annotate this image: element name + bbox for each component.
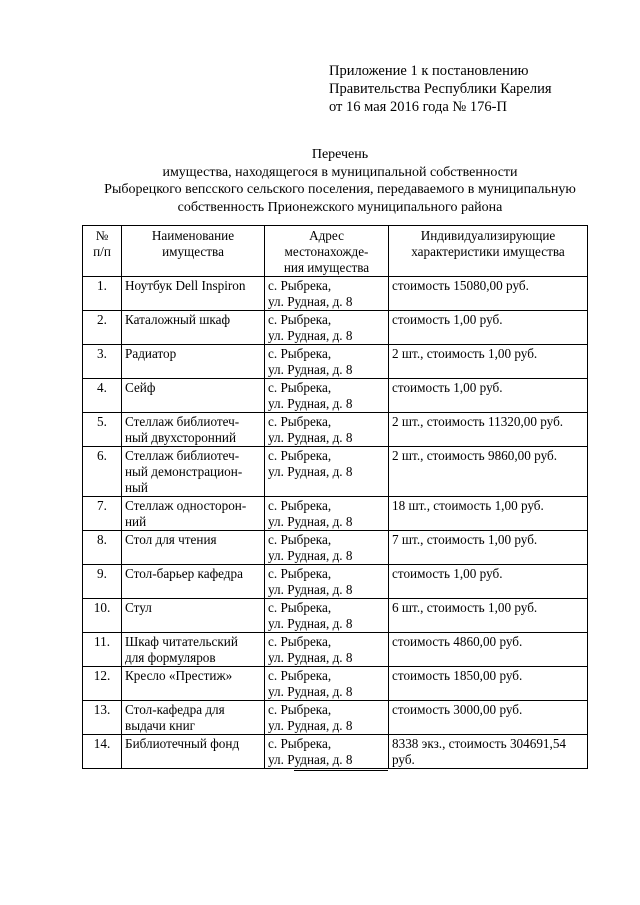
item-address [265, 345, 389, 379]
row-number: 11. [83, 633, 122, 667]
item-name-line: ный [125, 480, 148, 495]
item-name [122, 413, 265, 447]
item-details-line: стоимость 1,00 руб. [392, 566, 503, 581]
item-address-line: ул. Рудная, д. 8 [268, 684, 353, 699]
item-address-line: ул. Рудная, д. 8 [268, 650, 353, 665]
property-table [82, 225, 588, 769]
item-details [389, 701, 588, 735]
item-details-line: руб. [392, 752, 415, 767]
item-name [122, 667, 265, 701]
item-name-line: Стол для чтения [125, 532, 217, 547]
item-address-line: ул. Рудная, д. 8 [268, 514, 353, 529]
item-details [389, 447, 588, 497]
table-row [83, 531, 588, 565]
header-number [83, 226, 122, 277]
item-address-line: ул. Рудная, д. 8 [268, 430, 353, 445]
header-name [122, 226, 265, 277]
item-name-line: Сейф [125, 380, 156, 395]
item-address-line: ул. Рудная, д. 8 [268, 616, 353, 631]
item-address [265, 633, 389, 667]
header-line: п/п [93, 244, 111, 259]
item-address [265, 311, 389, 345]
item-details-line: 7 шт., стоимость 1,00 руб. [392, 532, 538, 547]
item-address [265, 379, 389, 413]
item-name-line: Библиотечный фонд [125, 736, 240, 751]
header-line: Адрес [309, 228, 344, 243]
item-address-line: ул. Рудная, д. 8 [268, 752, 353, 767]
appendix-line: от 16 мая 2016 года № 176-П [329, 99, 507, 115]
item-name [122, 497, 265, 531]
table-row [83, 701, 588, 735]
item-name-line: Стул [125, 600, 152, 615]
item-details-line: стоимость 1850,00 руб. [392, 668, 523, 683]
item-details-line: 18 шт., стоимость 1,00 руб. [392, 498, 544, 513]
item-name [122, 531, 265, 565]
item-details-line: стоимость 3000,00 руб. [392, 702, 523, 717]
table-row [83, 311, 588, 345]
table-row [83, 277, 588, 311]
header-line: местонахожде- [284, 244, 369, 259]
table-row [83, 633, 588, 667]
item-address-line: с. Рыбрека, [268, 498, 332, 513]
item-details-line: 2 шт., стоимость 1,00 руб. [392, 346, 538, 361]
item-address [265, 701, 389, 735]
row-number: 14. [83, 735, 122, 769]
heading-line: Рыборецкого вепсского сельского поселения, передаваемого в муниципальную [104, 182, 576, 197]
row-number: 8. [83, 531, 122, 565]
header-line: № [95, 228, 109, 243]
item-address-line: ул. Рудная, д. 8 [268, 362, 353, 377]
item-details [389, 565, 588, 599]
item-name-line: Ноутбук Dell Inspiron [125, 278, 246, 293]
item-name-line: Кресло «Престиж» [125, 668, 233, 683]
item-address-line: с. Рыбрека, [268, 380, 332, 395]
document-title: Перечень [311, 147, 369, 162]
item-address [265, 667, 389, 701]
item-address-line: ул. Рудная, д. 8 [268, 328, 353, 343]
item-details [389, 667, 588, 701]
table-header-row [83, 226, 588, 277]
table-row [83, 345, 588, 379]
table-row [83, 447, 588, 497]
item-details-line: 2 шт., стоимость 9860,00 руб. [392, 448, 557, 463]
item-address [265, 413, 389, 447]
item-name-line: Стеллаж библиотеч- [125, 414, 240, 429]
item-address [265, 735, 389, 769]
item-address-line: с. Рыбрека, [268, 600, 332, 615]
item-name [122, 379, 265, 413]
item-details [389, 379, 588, 413]
row-number: 6. [83, 447, 122, 497]
appendix-line: Правительства Республики Карелия [329, 81, 552, 97]
item-address-line: с. Рыбрека, [268, 566, 332, 581]
item-details [389, 345, 588, 379]
appendix-note [329, 62, 552, 116]
item-details-line: стоимость 15080,00 руб. [392, 278, 529, 293]
item-details-line: 6 шт., стоимость 1,00 руб. [392, 600, 538, 615]
item-details-line: 2 шт., стоимость 11320,00 руб. [392, 414, 564, 429]
item-name-line: выдачи книг [125, 718, 196, 733]
item-address-line: с. Рыбрека, [268, 736, 332, 751]
table-body [83, 277, 588, 769]
header-address [265, 226, 389, 277]
item-name [122, 277, 265, 311]
table-row [83, 379, 588, 413]
item-name [122, 701, 265, 735]
item-details-line: 8338 экз., стоимость 304691,54 [392, 736, 567, 751]
table-row [83, 413, 588, 447]
header-details [389, 226, 588, 277]
item-address [265, 497, 389, 531]
item-name [122, 311, 265, 345]
header-line: Наименование [151, 228, 235, 243]
item-address [265, 531, 389, 565]
item-details [389, 277, 588, 311]
item-address-line: ул. Рудная, д. 8 [268, 464, 353, 479]
item-name-line: для формуляров [125, 650, 216, 665]
row-number: 9. [83, 565, 122, 599]
heading-line: имущества, находящегося в муниципальной собственности [162, 164, 518, 180]
item-details-line: стоимость 1,00 руб. [392, 312, 503, 327]
item-address-line: с. Рыбрека, [268, 312, 332, 327]
item-address-line: с. Рыбрека, [268, 634, 332, 649]
item-name-line: ний [125, 514, 147, 529]
appendix-line: Приложение 1 к постановлению [329, 63, 529, 79]
item-name [122, 599, 265, 633]
heading-line: собственность Прионежского муниципального района [177, 199, 503, 215]
item-address-line: с. Рыбрека, [268, 668, 332, 683]
item-name-line: Радиатор [125, 346, 177, 361]
item-details [389, 633, 588, 667]
item-name [122, 345, 265, 379]
item-details-line: стоимость 4860,00 руб. [392, 634, 523, 649]
item-details [389, 413, 588, 447]
item-address-line: ул. Рудная, д. 8 [268, 548, 353, 563]
item-address [265, 277, 389, 311]
item-address-line: с. Рыбрека, [268, 448, 332, 463]
item-details-line: стоимость 1,00 руб. [392, 380, 503, 395]
item-name [122, 735, 265, 769]
item-address-line: с. Рыбрека, [268, 414, 332, 429]
header-line: Индивидуализирующие [420, 228, 556, 243]
item-name-line: Стеллаж односторон- [125, 498, 247, 513]
table-row [83, 497, 588, 531]
item-address-line: ул. Рудная, д. 8 [268, 718, 353, 733]
row-number: 2. [83, 311, 122, 345]
table-row [83, 599, 588, 633]
document-heading [70, 146, 610, 216]
row-number: 10. [83, 599, 122, 633]
item-address-line: с. Рыбрека, [268, 702, 332, 717]
item-address-line: с. Рыбрека, [268, 278, 332, 293]
item-address-line: с. Рыбрека, [268, 532, 332, 547]
item-name-line: ный двухсторонний [125, 430, 237, 445]
item-details [389, 311, 588, 345]
footer-rule [294, 770, 388, 771]
item-details [389, 735, 588, 769]
item-name-line: Шкаф читательский [125, 634, 238, 649]
item-details [389, 497, 588, 531]
table-row [83, 667, 588, 701]
item-name [122, 633, 265, 667]
header-line: ния имущества [283, 260, 370, 275]
item-address-line: ул. Рудная, д. 8 [268, 294, 353, 309]
item-address [265, 599, 389, 633]
item-address [265, 565, 389, 599]
item-name-line: Стеллаж библиотеч- [125, 448, 240, 463]
item-name-line: Каталожный шкаф [125, 312, 231, 327]
row-number: 13. [83, 701, 122, 735]
table-row [83, 565, 588, 599]
header-line: характеристики имущества [411, 244, 565, 259]
row-number: 7. [83, 497, 122, 531]
item-details [389, 531, 588, 565]
row-number: 4. [83, 379, 122, 413]
item-name-line: Стол-кафедра для [125, 702, 225, 717]
item-details [389, 599, 588, 633]
item-address-line: ул. Рудная, д. 8 [268, 582, 353, 597]
table-row [83, 735, 588, 769]
item-address-line: ул. Рудная, д. 8 [268, 396, 353, 411]
row-number: 3. [83, 345, 122, 379]
item-address-line: с. Рыбрека, [268, 346, 332, 361]
item-name [122, 447, 265, 497]
row-number: 1. [83, 277, 122, 311]
item-name-line: Стол-барьер кафедра [125, 566, 243, 581]
header-line: имущества [162, 244, 224, 259]
item-address [265, 447, 389, 497]
item-name [122, 565, 265, 599]
item-name-line: ный демонстрацион- [125, 464, 243, 479]
row-number: 5. [83, 413, 122, 447]
row-number: 12. [83, 667, 122, 701]
